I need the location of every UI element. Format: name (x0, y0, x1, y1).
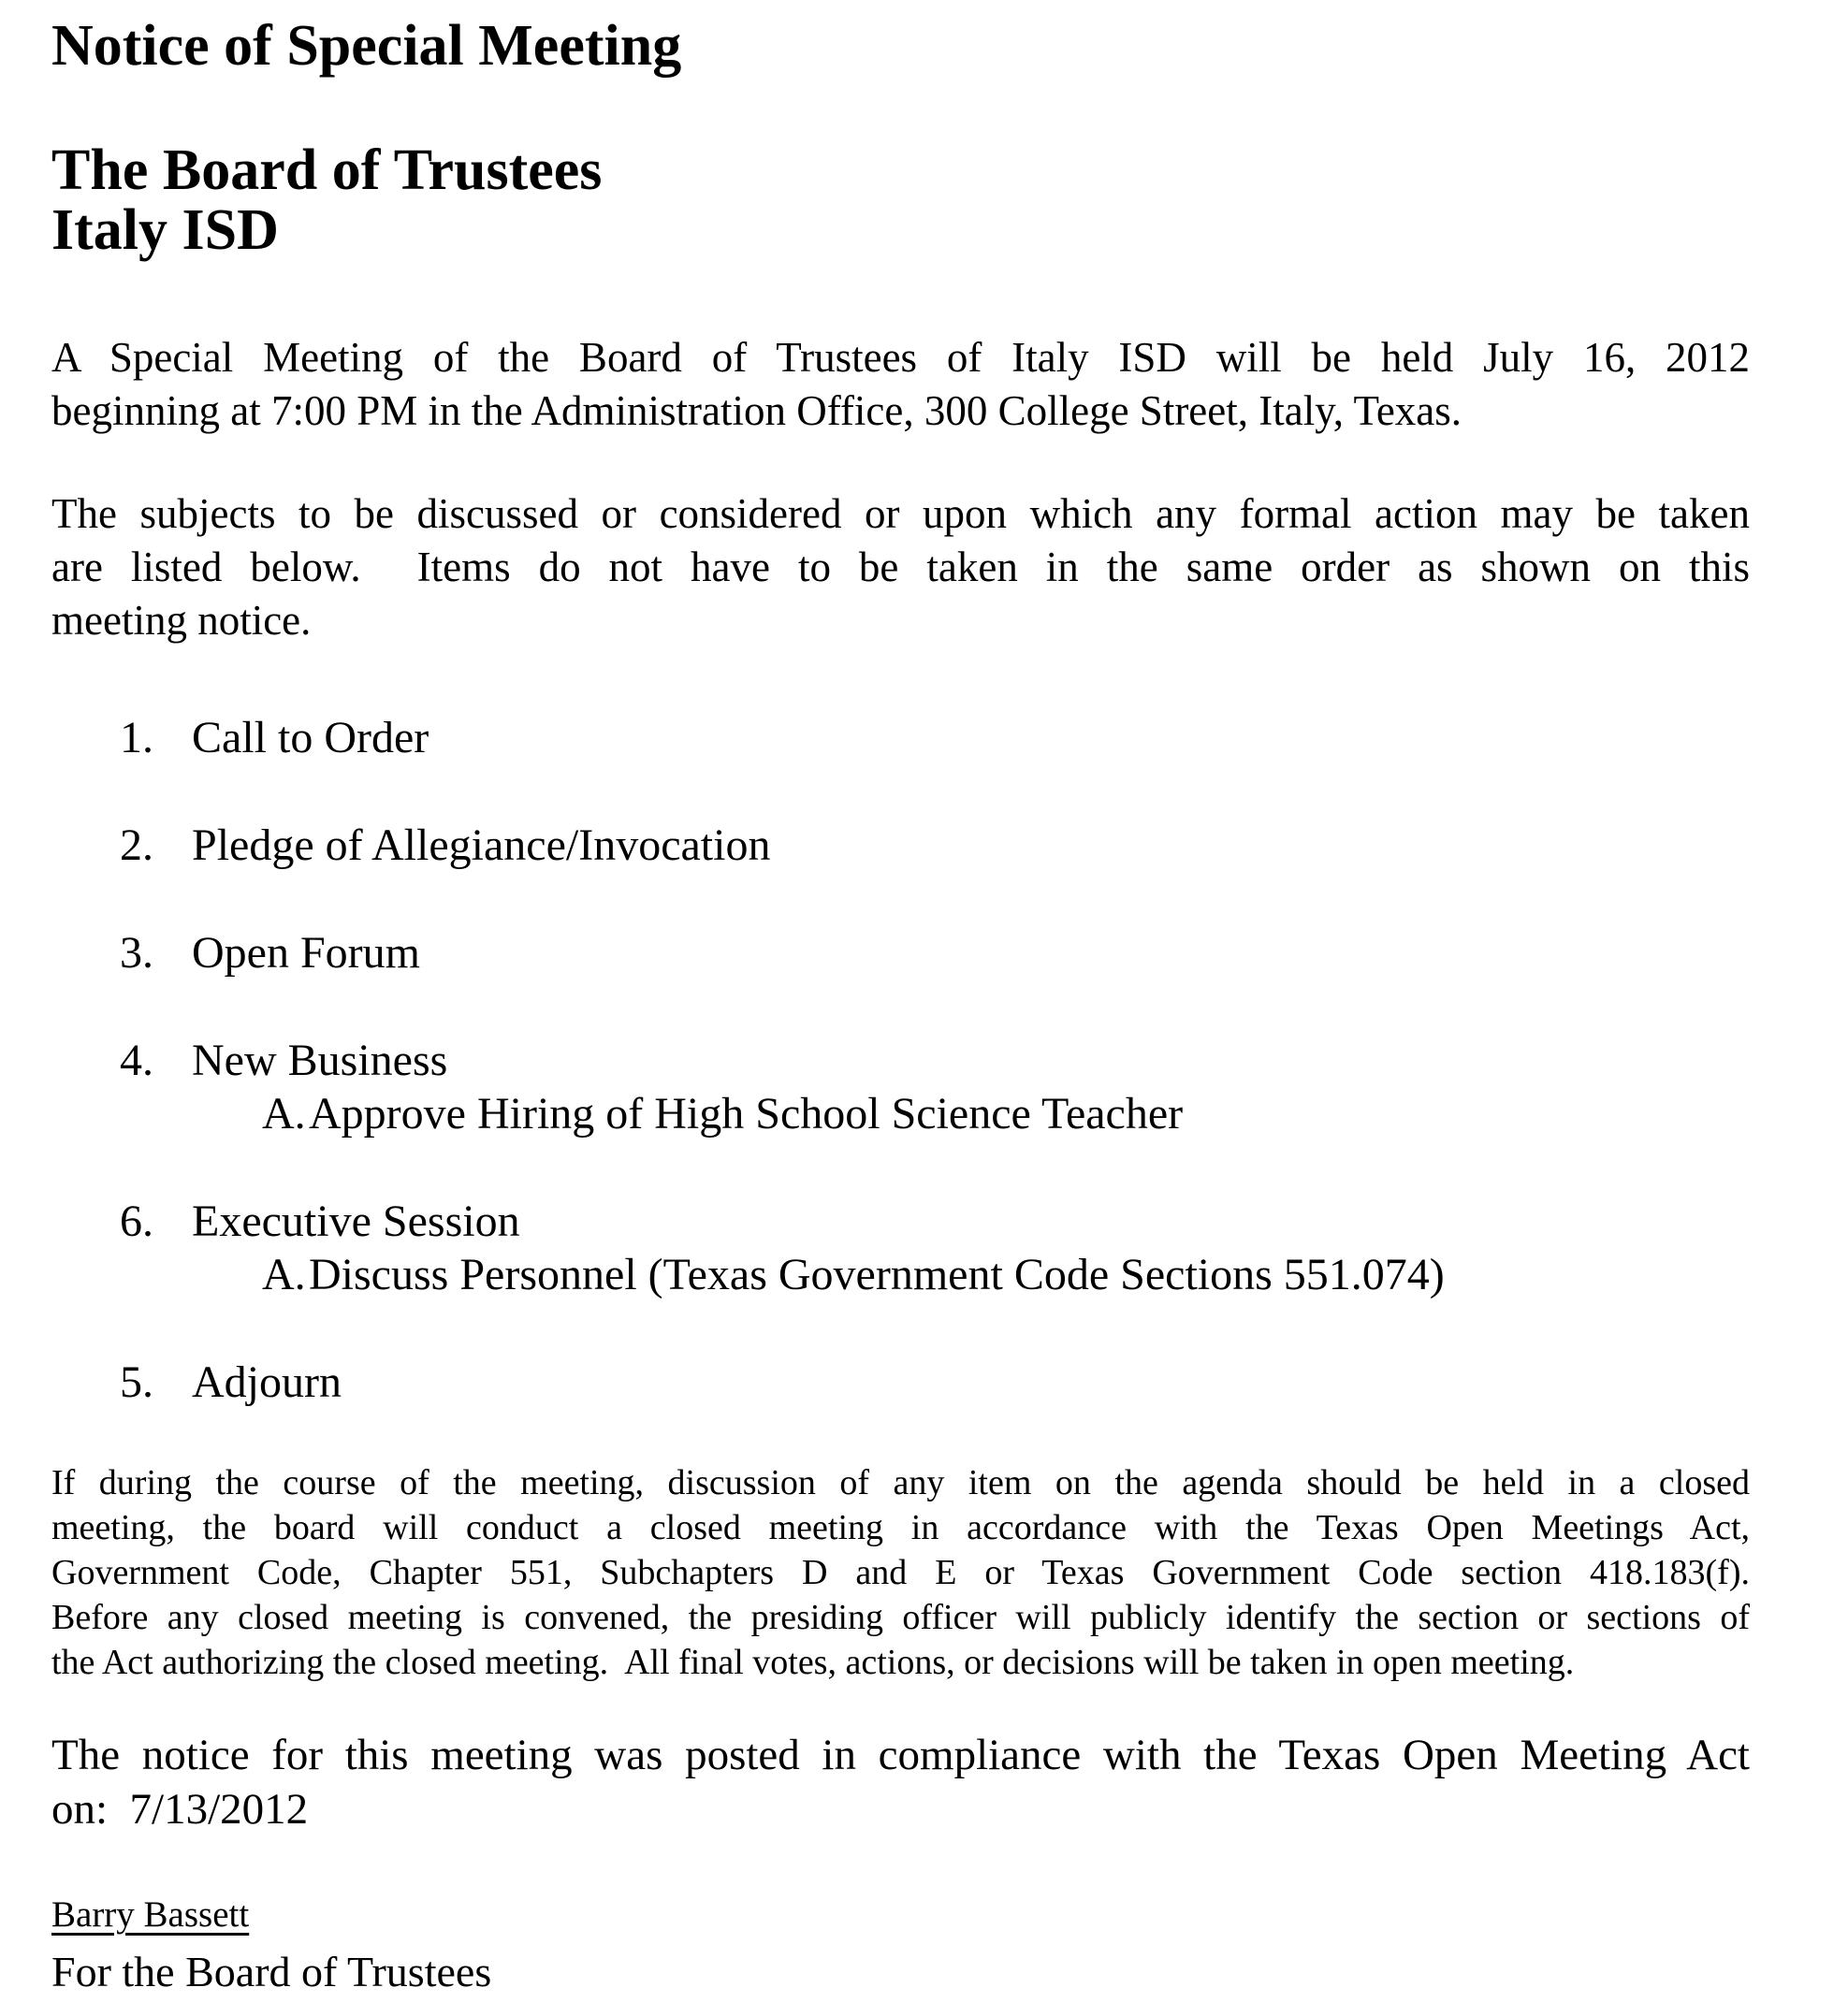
closed-meeting-line: Government Code, Chapter 551, Subchapters D and E or Texas Government Code section 418.183(f). (51, 1553, 1750, 1592)
org-heading (51, 140, 1750, 260)
agenda-subitem-approve-hiring (51, 1087, 1750, 1140)
posting-line: The notice for this meeting was posted in compliance with the Texas Open Meeting Act (51, 1731, 1750, 1779)
agenda-item-text: New Business (192, 1036, 448, 1085)
posting-date-line: on: 7/13/2012 (51, 1785, 309, 1834)
agenda-list (51, 711, 1750, 1409)
agenda-item-pledge (51, 819, 1750, 872)
agenda-item-text: Open Forum (192, 928, 420, 978)
closed-meeting-line: Before any closed meeting is convened, the presiding officer will publicly identify the section or sections of (51, 1598, 1750, 1637)
agenda-subitem-text: Discuss Personnel (Texas Government Code Sections 551.074) (309, 1250, 1445, 1299)
agenda-item-text: Pledge of Allegiance/Invocation (192, 820, 771, 870)
agenda-item-new-business (51, 1034, 1750, 1087)
subjects-paragraph-line: The subjects to be discussed or considered or upon which any formal action may be taken (51, 490, 1750, 537)
agenda-item-number: 1. (120, 713, 153, 762)
signature-block (51, 1893, 1750, 1998)
intro-paragraph-line: beginning at 7:00 PM in the Administration Office, 300 College Street, Italy, Texas. (51, 387, 1462, 434)
agenda-item-text: Call to Order (192, 713, 429, 762)
intro-paragraph-line: A Special Meeting of the Board of Trustees of Italy ISD will be held July 16, 2012 (51, 334, 1750, 381)
document-title: Notice of Special Meeting (51, 14, 682, 78)
agenda-item-adjourn (51, 1356, 1750, 1409)
closed-meeting-paragraph (51, 1460, 1750, 1685)
closed-meeting-line: meeting, the board will conduct a closed meeting in accordance with the Texas Open Meetings Act, (51, 1508, 1750, 1547)
signature-name: Barry Bassett (51, 1894, 250, 1935)
agenda-subitem-text: Approve Hiring of High School Science Teacher (309, 1089, 1184, 1139)
signature-role: For the Board of Trustees (51, 1948, 492, 1995)
agenda-subitem-discuss-personnel (51, 1248, 1750, 1301)
agenda-item-number: 5. (120, 1357, 153, 1407)
closed-meeting-line: If during the course of the meeting, discussion of any item on the agenda should be held in a closed (51, 1463, 1750, 1502)
agenda-item-text: Adjourn (192, 1357, 342, 1407)
agenda-item-open-forum (51, 926, 1750, 979)
subjects-paragraph-line: are listed below. Items do not have to be taken in the same order as shown on this (51, 544, 1750, 590)
agenda-item-number: 2. (120, 820, 153, 870)
subjects-paragraph (51, 487, 1750, 647)
agenda-subitem-letter: A. (262, 1250, 306, 1299)
closed-meeting-line: the Act authorizing the closed meeting. All final votes, actions, or decisions will be taken in open meeting. (51, 1643, 1575, 1682)
agenda-item-number: 3. (120, 928, 153, 978)
posting-paragraph (51, 1728, 1750, 1836)
agenda-item-number: 6. (120, 1197, 153, 1246)
agenda-item-number: 4. (120, 1036, 153, 1085)
agenda-item-call-to-order (51, 711, 1750, 764)
intro-paragraph (51, 331, 1750, 438)
org-district-line: Italy ISD (51, 198, 279, 262)
org-board-line: The Board of Trustees (51, 138, 603, 202)
agenda-item-text: Executive Session (192, 1197, 520, 1246)
subjects-paragraph-line: meeting notice. (51, 597, 312, 644)
agenda-subitem-letter: A. (262, 1089, 306, 1139)
agenda-item-executive-session (51, 1195, 1750, 1248)
